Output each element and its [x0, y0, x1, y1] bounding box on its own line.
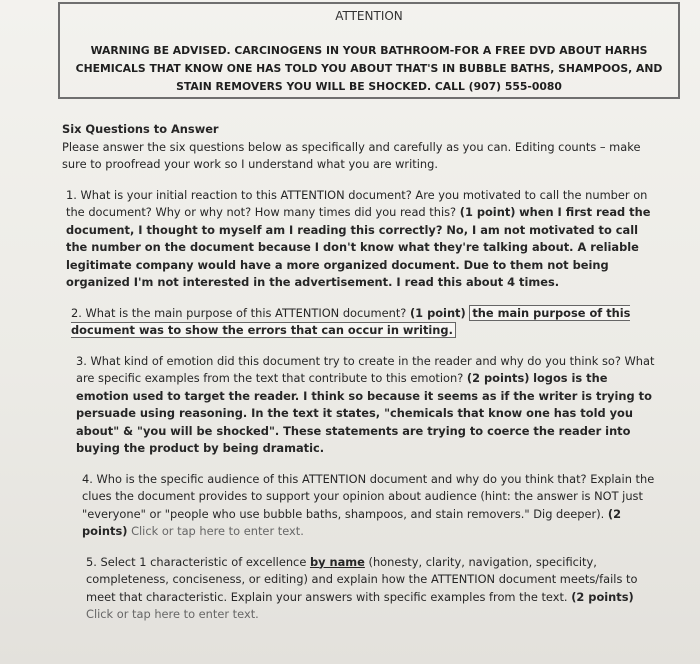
question-3-answer[interactable]: logos is the emotion used to target the reader. I think so because it seems as if the writer is trying to persuade using reasoning. In the text it states, "chemicals that know one has told you about" & "you will be shocked". These statements are trying to coerce the reader into buying the product by being dramatic.	[76, 371, 652, 455]
question-2-prompt: 2. What is the main purpose of this ATTENTION document?	[71, 305, 407, 320]
question-5-answer-placeholder[interactable]: Click or tap here to enter text.	[86, 607, 259, 621]
warning-text: WARNING BE ADVISED. CARCINOGENS IN YOUR BATHROOM-FOR A FREE DVD ABOUT HARHS CHEMICALS THAT KNOW ONE HAS TOLD YOU ABOUT THAT'S IN BUBBLE BATHS, SHAMPOOS, AND STAIN REMOVERS YOU WILL BE SHOCKED. CALL (907) 555-0080	[75, 44, 663, 93]
question-5-by-name: by name	[309, 554, 365, 569]
worksheet-content	[62, 121, 662, 624]
question-5-prompt-a: 5. Select 1 characteristic of excellence	[86, 554, 307, 569]
question-4-answer-placeholder[interactable]: Click or tap here to enter text.	[131, 524, 304, 538]
question-4-prompt: 4. Who is the specific audience of this ATTENTION document and why do you think that? Explain the clues the document provides to support your opinion about audience (hint: the answer is NOT just "everyone" or "people who use bubble baths, shampoos, and stain removers." Dig deeper).	[82, 471, 655, 521]
question-5-prompt-b: (honesty, clarity, navigation, specificity, completeness, conciseness, or editing) and explain how the ATTENTION document meets/fails to meet that characteristic. Explain your answers with specific examples from the text.	[86, 554, 638, 604]
question-5	[62, 554, 662, 624]
question-1-answer[interactable]: when I first read the document, I thought to myself am I reading this correctly? No, I am not motivated to call the number on the document because I don't know what they're talking about. A reliable legitimate company would have a more organized document. Due to them not being organized I'm not interested in the advertisement. I read this about 4 times.	[66, 205, 651, 289]
question-1-points: (1 point)	[459, 205, 516, 219]
attention-title: ATTENTION	[335, 9, 403, 23]
attention-document-box	[58, 2, 680, 99]
question-2-points: (1 point)	[409, 305, 466, 320]
question-1-prompt: 1. What is your initial reaction to this ATTENTION document? Are you motivated to call the number on the document? Why or why not? How many times did you read this?	[66, 187, 648, 219]
question-4-points: (2 points)	[82, 506, 622, 538]
question-3	[62, 353, 662, 458]
question-3-prompt: 3. What kind of emotion did this document try to create in the reader and why do you think so? What are specific examples from the text that contribute to this emotion?	[76, 353, 655, 385]
question-2-answer-field[interactable]: the main purpose of this document was to show the errors that can occur in writing.	[71, 305, 631, 337]
question-1	[62, 187, 662, 292]
question-4	[62, 471, 662, 541]
section-title: Six Questions to Answer	[62, 122, 219, 136]
question-2	[62, 305, 662, 340]
question-5-points: (2 points)	[571, 589, 634, 604]
instructions-text: Please answer the six questions below as specifically and carefully as you can. Editing counts – make sure to proofread your work so I understand what you are writing.	[62, 139, 641, 171]
question-3-points: (2 points)	[466, 371, 530, 385]
